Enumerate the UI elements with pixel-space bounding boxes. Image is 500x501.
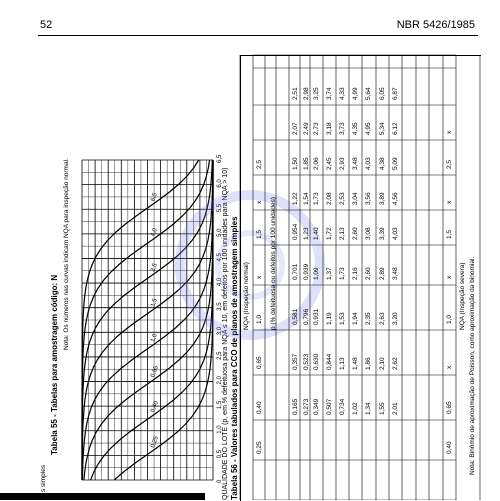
table-cell: 0,844 bbox=[326, 353, 333, 370]
scan-edge-bar bbox=[0, 493, 205, 500]
table-cell: 5,64 bbox=[365, 87, 372, 100]
table-cell: 5,34 bbox=[379, 122, 386, 135]
table-cell: 0,701 bbox=[292, 263, 299, 280]
table-cell: 2,01 bbox=[392, 402, 399, 415]
col-header-normal: 1,0 bbox=[256, 314, 263, 324]
col-header-severa: 0,65 bbox=[446, 401, 453, 414]
document-id: NBR 5426/1985 bbox=[396, 19, 475, 31]
table-cell: 1,85 bbox=[303, 157, 310, 170]
col-header-severa: 1,5 bbox=[446, 229, 453, 239]
x-tick-label: 0 bbox=[217, 479, 223, 483]
col-header-normal: 0,40 bbox=[256, 401, 263, 414]
curve-label: 0,40 bbox=[150, 400, 160, 414]
table-cell: 3,48 bbox=[352, 157, 359, 170]
col-header-severa: x bbox=[446, 200, 453, 204]
table-cell: 5,09 bbox=[392, 157, 399, 170]
header-p-percent: p (% defeituosa ou defeitos por 100 unidades) bbox=[270, 197, 277, 330]
table-cell: 2,60 bbox=[352, 227, 359, 240]
x-tick-label: 3,5 bbox=[217, 302, 223, 311]
x-tick-label: 3,0 bbox=[217, 326, 223, 336]
x-tick-label: 5,0 bbox=[217, 228, 223, 237]
table-cell: 1,73 bbox=[313, 192, 320, 205]
table-cell: 4,35 bbox=[352, 122, 359, 135]
col-header-normal: 0,65 bbox=[256, 356, 263, 369]
table-cell: 1,53 bbox=[339, 312, 346, 325]
table-cell: 1,72 bbox=[326, 227, 333, 240]
table-cell: 2,45 bbox=[326, 157, 333, 170]
table-cell: 4,95 bbox=[365, 122, 372, 135]
col-header-severa: 0,40 bbox=[446, 441, 453, 454]
col-header-severa: 2,5 bbox=[446, 159, 453, 169]
table-cell: 0,507 bbox=[326, 398, 333, 415]
table-cell: 6,12 bbox=[392, 122, 399, 135]
table-cell: 2,60 bbox=[365, 267, 372, 280]
table-cell: 3,18 bbox=[326, 122, 333, 135]
x-tick-label: 2,0 bbox=[217, 376, 223, 385]
table-cell: 0,931 bbox=[313, 308, 320, 325]
col-header-severa: x bbox=[446, 130, 453, 134]
table-cell: 2,73 bbox=[313, 122, 320, 135]
curve-label: 4,0 bbox=[150, 227, 159, 238]
x-tick-label: 6,5 bbox=[217, 154, 223, 163]
table-cell: 2,07 bbox=[292, 122, 299, 135]
x-tick-label: 5,5 bbox=[217, 203, 223, 213]
x-tick-label: 1,0 bbox=[217, 425, 223, 434]
table-cell: 2,49 bbox=[303, 122, 310, 135]
table-cell: 3,25 bbox=[313, 87, 320, 100]
table-cell: 2,08 bbox=[326, 192, 333, 205]
table-cell: 3,04 bbox=[352, 192, 359, 205]
left-fragment-text: s simples bbox=[40, 464, 47, 492]
table-cell: 4,03 bbox=[392, 227, 399, 240]
table-cell: 4,38 bbox=[379, 157, 386, 170]
table-cell: 2,51 bbox=[292, 87, 299, 100]
table-cell: 1,48 bbox=[352, 357, 359, 370]
header-inspecao-normal: NQA (Inspeção normal) bbox=[243, 262, 250, 330]
table-cell: 4,33 bbox=[339, 87, 346, 100]
col-header-normal: 1,5 bbox=[256, 229, 263, 239]
curve-label: 0,65 bbox=[150, 365, 160, 379]
table-cell: 3,73 bbox=[339, 122, 346, 135]
table-cell: 4,56 bbox=[392, 192, 399, 205]
table-cell: 0,734 bbox=[339, 398, 346, 415]
table-cell: 0,581 bbox=[292, 308, 299, 325]
table-cell: 1,09 bbox=[313, 267, 320, 280]
curve-label: 1,5 bbox=[150, 297, 159, 308]
table-cell: 2,62 bbox=[392, 357, 399, 370]
table-cell: 3,74 bbox=[326, 87, 333, 100]
table-cell: 1,34 bbox=[365, 402, 372, 415]
x-tick-label: 4,5 bbox=[217, 253, 223, 262]
curve-label: 1,0 bbox=[150, 333, 159, 344]
table56-title: Tabela 56 - Valores tabulados para CCO de planos de amostragem simples bbox=[230, 216, 239, 500]
table-cell: 2,16 bbox=[352, 267, 359, 280]
table-cell: 1,55 bbox=[379, 402, 386, 415]
table-cell: 1,73 bbox=[339, 267, 346, 280]
table-cell: 2,35 bbox=[365, 312, 372, 325]
table-cell: 1,50 bbox=[292, 157, 299, 170]
table-cell: 0,349 bbox=[313, 398, 320, 415]
table-cell: 1,37 bbox=[326, 267, 333, 280]
table-cell: 2,93 bbox=[339, 157, 346, 170]
table-cell: 1,22 bbox=[292, 192, 299, 205]
table-cell: 1,94 bbox=[352, 312, 359, 325]
table-cell: 2,13 bbox=[339, 227, 346, 240]
header-inspecao-severa: NQA (Inspeção severa) bbox=[459, 262, 466, 330]
table-cell: 1,02 bbox=[352, 402, 359, 415]
table-cell: 1,23 bbox=[303, 227, 310, 240]
table-cell: 1,54 bbox=[303, 192, 310, 205]
table-cell: 0,954 bbox=[292, 223, 299, 240]
x-tick-label: 1,5 bbox=[217, 400, 223, 410]
page-number: 52 bbox=[40, 19, 53, 31]
table-cell: 3,89 bbox=[379, 192, 386, 205]
x-tick-label: 0,5 bbox=[217, 450, 223, 459]
table-cell: 3,08 bbox=[365, 227, 372, 240]
table-cell: 0,273 bbox=[303, 398, 310, 415]
col-header-normal: x bbox=[256, 200, 263, 204]
table-cell: 2,10 bbox=[379, 357, 386, 370]
table-cell: 1,19 bbox=[326, 312, 333, 325]
curve-label: 6,5 bbox=[150, 192, 159, 203]
table55-title: Tabela 55 - Tabelas para amostragem código: N bbox=[50, 274, 59, 455]
col-header-normal: 2,5 bbox=[256, 159, 263, 169]
x-tick-label: 2,5 bbox=[217, 351, 223, 360]
col-header-severa: x bbox=[446, 275, 453, 279]
table-cell: 3,48 bbox=[392, 267, 399, 280]
table-cell: 1,40 bbox=[313, 227, 320, 240]
curve-note: Nota: Os números nas curvas indicam NQA para inspeção normal. bbox=[63, 158, 70, 350]
table-cell: 0,939 bbox=[303, 263, 310, 280]
table-cell: 2,89 bbox=[379, 267, 386, 280]
x-axis-label: QUALIDADE DO LOTE (p, em % defeituosa para NQA ≤ 10, em defeitos por 100 unidades para NQA > 10) bbox=[222, 167, 229, 500]
x-tick-label: 4,0 bbox=[217, 277, 223, 287]
col-header-severa: x bbox=[446, 365, 453, 369]
table-cell: 2,63 bbox=[379, 312, 386, 325]
table-cell: 0,523 bbox=[303, 353, 310, 370]
table-cell: 3,56 bbox=[365, 192, 372, 205]
table-cell: 4,99 bbox=[352, 87, 359, 100]
col-header-normal: 0,25 bbox=[256, 441, 263, 454]
table-cell: 3,39 bbox=[379, 227, 386, 240]
table-cell: 2,98 bbox=[303, 87, 310, 100]
curve-label: 0,25 bbox=[150, 435, 160, 449]
table-cell: 0,165 bbox=[292, 398, 299, 415]
table-cell: 0,357 bbox=[292, 353, 299, 370]
table-cell: 6,05 bbox=[379, 87, 386, 100]
col-header-severa: 1,0 bbox=[446, 314, 453, 324]
table-cell: 3,20 bbox=[392, 312, 399, 325]
curve-label: 2,5 bbox=[150, 262, 159, 273]
table-cell: 1,86 bbox=[365, 357, 372, 370]
table-cell: 0,796 bbox=[303, 308, 310, 325]
table-cell: 2,53 bbox=[339, 192, 346, 205]
table-cell: 1,13 bbox=[339, 357, 346, 370]
x-tick-label: 6,0 bbox=[217, 179, 223, 188]
col-header-normal: x bbox=[256, 275, 263, 279]
table56-footnote: Nota: Binômio de aproximação de Poisson, como aproximação da binomial. bbox=[469, 256, 476, 475]
table-cell: 4,03 bbox=[365, 157, 372, 170]
table-cell: 0,630 bbox=[313, 353, 320, 370]
table-cell: 2,06 bbox=[313, 157, 320, 170]
table-cell: 6,87 bbox=[392, 87, 399, 100]
